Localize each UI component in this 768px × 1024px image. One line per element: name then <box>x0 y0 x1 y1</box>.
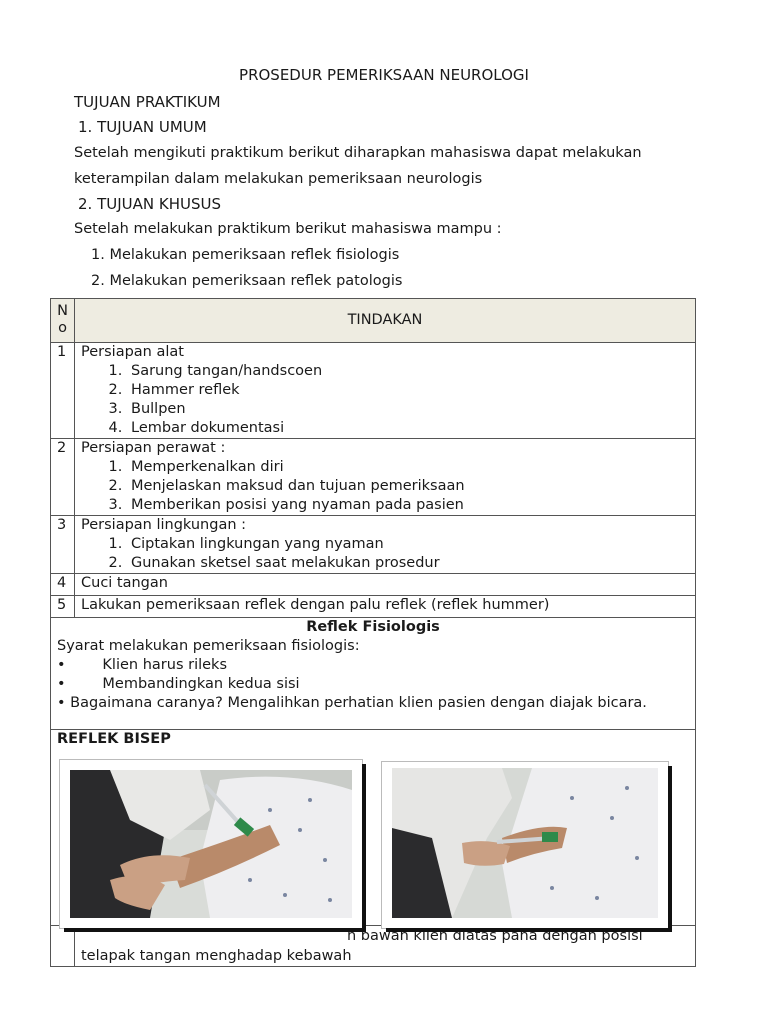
fisiologis-bullet: • Bagaimana caranya? Mengalihkan perhatian klien pasien dengan diajak bicara. <box>57 695 647 711</box>
list-item: 4. Lembar dokumentasi <box>127 419 689 438</box>
list-item: 3. Memberikan posisi yang nyaman pada pasien <box>127 496 689 515</box>
tujuan-praktikum-heading: TUJUAN PRAKTIKUM <box>74 93 221 111</box>
header-no: N o <box>51 299 75 343</box>
row-no <box>51 926 75 967</box>
list-item: 2. Hammer reflek <box>127 381 689 400</box>
fisiologis-cell <box>51 618 696 730</box>
last-row-line1: n bawah klien diatas paha dengan posisi <box>347 928 643 944</box>
tujuan-umum-heading: 1. TUJUAN UMUM <box>78 118 207 136</box>
tujuan-khusus-item1: 1. Melakukan pemeriksaan reflek fisiologis <box>91 247 400 263</box>
row-no: 5 <box>51 596 75 618</box>
row-no: 3 <box>51 516 75 574</box>
row-items <box>81 535 689 573</box>
header-tindakan: TINDAKAN <box>75 299 696 343</box>
table-row: Lakukan pemeriksaan reflek dengan palu reflek (reflek hummer) <box>75 596 696 618</box>
fisiologis-bullet: • Membandingkan kedua sisi <box>57 676 300 692</box>
row-title: Persiapan lingkungan : <box>81 517 247 533</box>
list-item: 1. Memperkenalkan diri <box>127 458 689 477</box>
reflex-bisep-photo-right <box>392 768 658 918</box>
table-row <box>75 439 696 516</box>
last-row-line2: telapak tangan menghadap kebawah <box>81 948 352 964</box>
photo-frame-left <box>60 760 362 928</box>
row-items <box>81 362 689 438</box>
bisep-heading: REFLEK BISEP <box>51 730 696 926</box>
table-row: Cuci tangan <box>75 574 696 596</box>
page-title: PROSEDUR PEMERIKSAAN NEUROLOGI <box>239 66 529 84</box>
tujuan-khusus-intro: Setelah melakukan praktikum berikut mahasiswa mampu : <box>74 221 502 237</box>
tujuan-khusus-heading: 2. TUJUAN KHUSUS <box>78 195 221 213</box>
row-no: 1 <box>51 343 75 439</box>
reflex-bisep-photo-left <box>70 770 352 918</box>
fisiologis-bullet: • Klien harus rileks <box>57 657 227 673</box>
list-item: 1. Sarung tangan/handscoen <box>127 362 689 381</box>
list-item: 3. Bullpen <box>127 400 689 419</box>
tujuan-umum-line1: Setelah mengikuti praktikum berikut diharapkan mahasiswa dapat melakukan <box>74 145 642 161</box>
row-items <box>81 458 689 515</box>
fisiologis-heading: Reflek Fisiologis <box>306 619 440 635</box>
photo-frame-right <box>382 762 668 928</box>
table-row <box>75 516 696 574</box>
row-no: 4 <box>51 574 75 596</box>
row-no: 2 <box>51 439 75 516</box>
fisiologis-syarat: Syarat melakukan pemeriksaan fisiologis: <box>57 638 360 654</box>
list-item: 2. Menjelaskan maksud dan tujuan pemeriksaan <box>127 477 689 496</box>
list-item: 2. Gunakan sketsel saat melakukan prosedur <box>127 554 689 573</box>
list-item: 1. Ciptakan lingkungan yang nyaman <box>127 535 689 554</box>
table-row <box>75 926 696 967</box>
table-row <box>75 343 696 439</box>
tujuan-khusus-item2: 2. Melakukan pemeriksaan reflek patologis <box>91 273 403 289</box>
tujuan-umum-line2: keterampilan dalam melakukan pemeriksaan neurologis <box>74 171 483 187</box>
row-title: Persiapan perawat : <box>81 440 226 456</box>
row-title: Persiapan alat <box>81 344 184 360</box>
